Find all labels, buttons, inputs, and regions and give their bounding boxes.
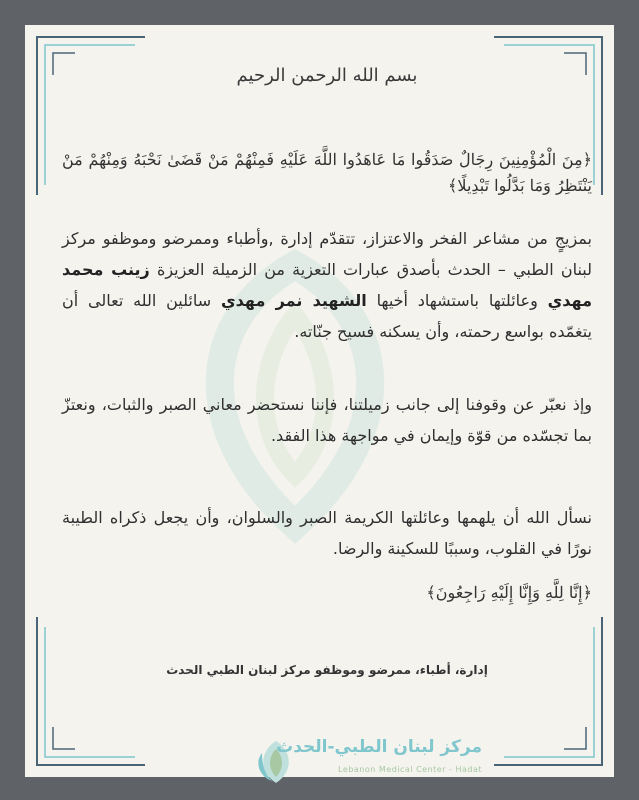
- closing-verse: ﴿إِنَّا لِلَّهِ وَإِنَّا إِلَيْهِ رَاجِعُونَ﴾: [426, 583, 592, 602]
- paragraph1-part1: بمزيجٍ من مشاعر الفخر والاعتزاز، تتقدّم إدارة ,وأطباء وممرضو وموظفو مركز لبنان الطبي – الحدث بأصدق عبارات التعزية من الزميلة العزيزة: [62, 229, 593, 279]
- paragraph1-part2: وعائلتها باستشهاد أخيها: [366, 291, 548, 310]
- martyr-name: الشهيد نمر مهدي: [220, 291, 367, 310]
- prayer-paragraph: نسأل الله أن يلهمها وعائلتها الكريمة الصبر والسلوان، وأن يجعل ذكراه الطيبة نورًا في القلوب، وسببًا للسكينة والرضا.: [62, 508, 592, 558]
- logo-arabic-name: مركز لبنان الطبي-الحدث: [276, 737, 482, 757]
- logo-english-name: Lebanon Medical Center - Hadat: [338, 765, 482, 774]
- basmala-heading: بسم الله الرحمن الرحيم: [236, 65, 418, 86]
- colleague-name: زينب محمد مهدي: [62, 260, 593, 310]
- letter-content: [62, 65, 593, 774]
- hospital-logo: [242, 733, 482, 793]
- signature-line: إدارة، أطباء، ممرضو وموظفو مركز لبنان الطبي الحدث: [166, 663, 488, 677]
- opening-verse: ﴿مِنَ الْمُؤْمِنِينَ رِجَالٌ صَدَقُوا مَا عَاهَدُوا اللَّهَ عَلَيْهِ فَمِنْهُمْ مَنْ قَضَىٰ نَحْبَهُ وَمِنْهُمْ مَنْ يَنْتَظِرُ وَمَا بَدَّلُوا تَبْدِيلًا﴾: [62, 150, 592, 195]
- condolence-card: [25, 25, 614, 777]
- paragraph1-part3: سائلين الله تعالى أن يتغمّده بواسع رحمته، وأن يسكنه فسيح جنّاته.: [62, 291, 592, 341]
- solidarity-paragraph: وإذ نعبّر عن وقوفنا إلى جانب زميلتنا، فإننا نستحضر معاني الصبر والثبات، ونعتزّ بما تجسّده من قوّة وإيمان في مواجهة هذا الفقد.: [62, 395, 592, 445]
- condolence-paragraph: [62, 223, 592, 347]
